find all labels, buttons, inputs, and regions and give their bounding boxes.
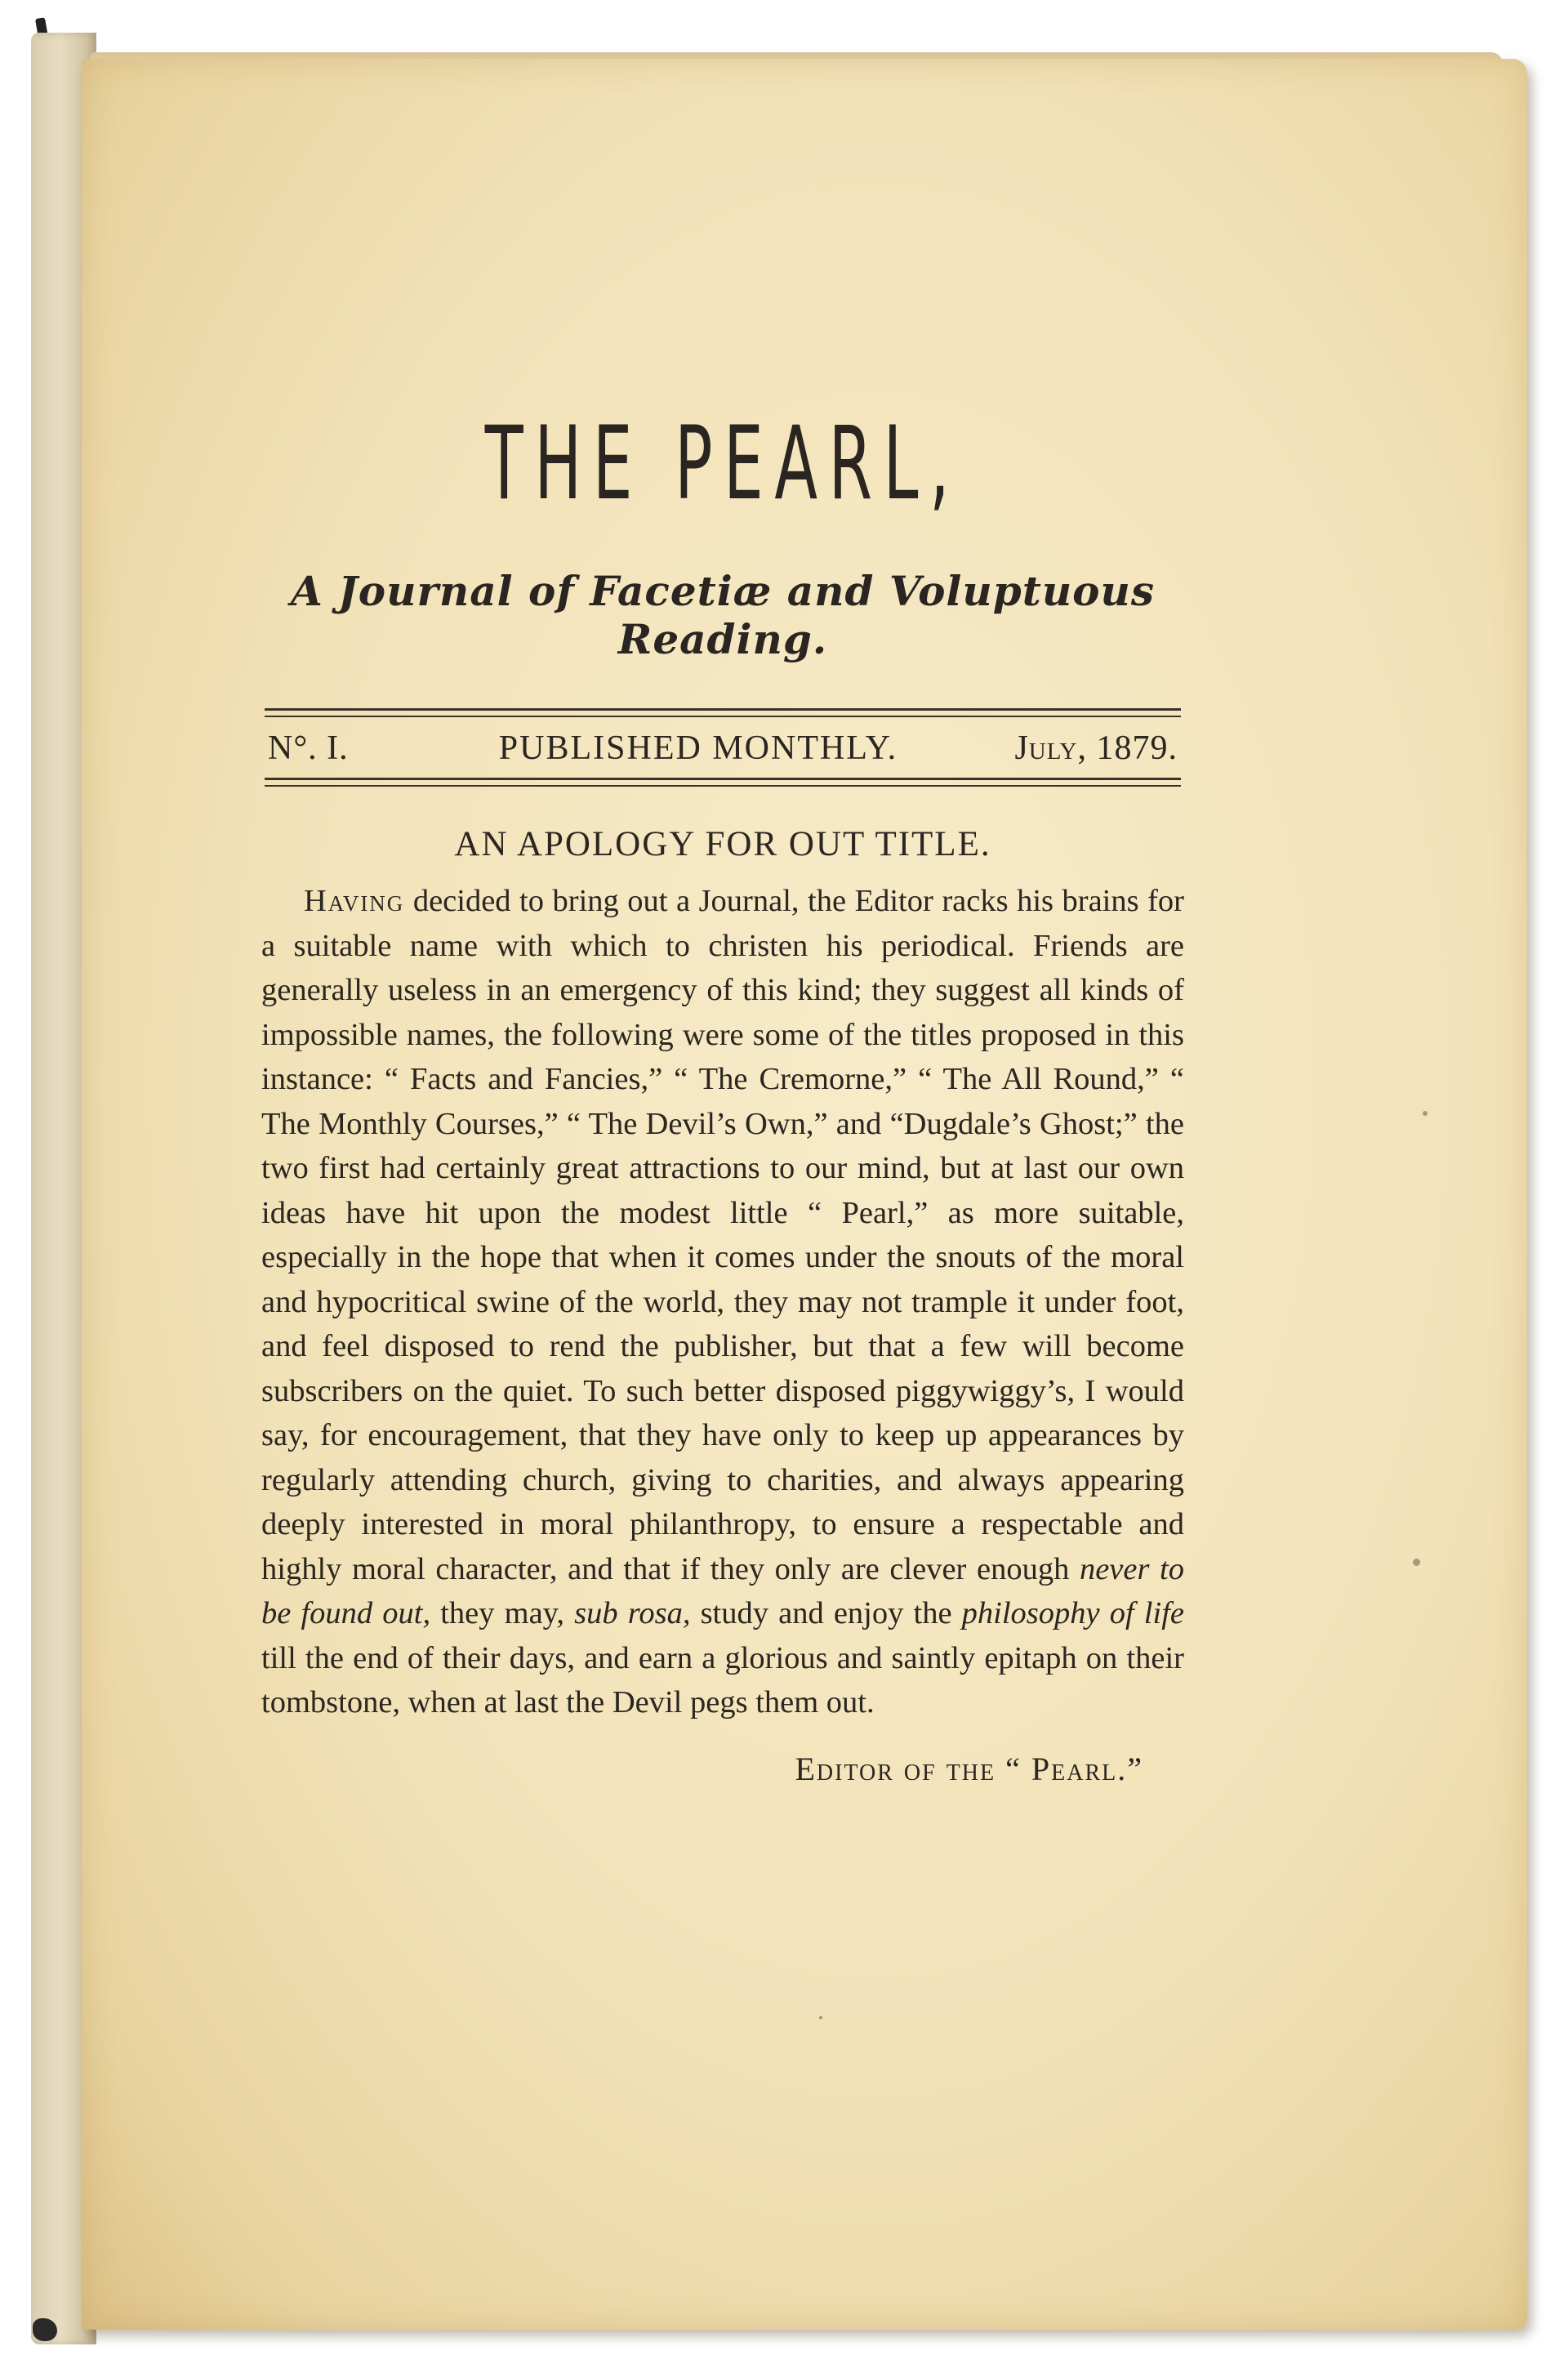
masthead-top-rule (265, 708, 1181, 717)
editor-signature: Editor of the “ Pearl.” (795, 1750, 1143, 1787)
body-text: study and enjoy the (690, 1596, 962, 1631)
journal-subtitle: A Journal of Facetiæ and Voluptuous Reading. (290, 567, 1156, 664)
body-text: till the end of their days, and earn a glorious and saintly epitaph on their tombstone, when at last the Devil pegs them out. (261, 1640, 1184, 1720)
article-heading: AN APOLOGY FOR OUT TITLE. (454, 825, 991, 864)
publication-frequency: PUBLISHED MONTHLY. (498, 729, 898, 768)
spine-mark-bottom (33, 2318, 57, 2341)
italic-phrase: sub rosa, (574, 1596, 691, 1631)
issue-date: July, 1879. (1014, 729, 1178, 768)
lead-word: Having (304, 884, 405, 919)
issue-number: N°. I. (268, 729, 349, 768)
page-content (261, 405, 1184, 1788)
masthead-bottom-rule (265, 778, 1181, 787)
paper-speck (1413, 1559, 1420, 1566)
paper-speck (1423, 1111, 1428, 1116)
journal-title: THE PEARL, (484, 405, 961, 523)
article-paragraph (261, 879, 1184, 1725)
paper-speck (819, 2016, 822, 2019)
article-body (261, 879, 1184, 1725)
body-text: they may, (430, 1596, 575, 1631)
italic-phrase: never to be found out, (261, 1551, 1184, 1631)
masthead (261, 708, 1184, 787)
italic-phrase: philosophy of life (961, 1596, 1184, 1631)
body-text: decided to bring out a Journal, the Editor racks his brains for a suitable name with which to christen his periodical. Friends are generally useless in an emergency of this kind; they suggest all kinds of impossible names, the following were some of the titles proposed in this instance: “ Facts and Fancies,” “ The Cremorne,” “ The All Round,” “ The Monthly Courses,” “ The Devil’s Own,” and “Dugdale’s Ghost;” the two first had certainly great attractions to our mind, but at last our own ideas have hit upon the modest little “ Pearl,” as more suitable, especially in the hope that when it comes under the snouts of the moral and hypocritical swine of the world, they may not trample it under foot, and feel disposed to rend the publisher, but that a few will become subscribers on the quiet. To such better disposed piggywiggy’s, I would say, for encouragement, that they have only to keep up appearances by regularly attending church, giving to charities, and always appearing deeply interested in moral philanthropy, to ensure a respectable and highly moral character, and that if they only are clever enough (261, 884, 1184, 1586)
masthead-row (265, 717, 1181, 778)
